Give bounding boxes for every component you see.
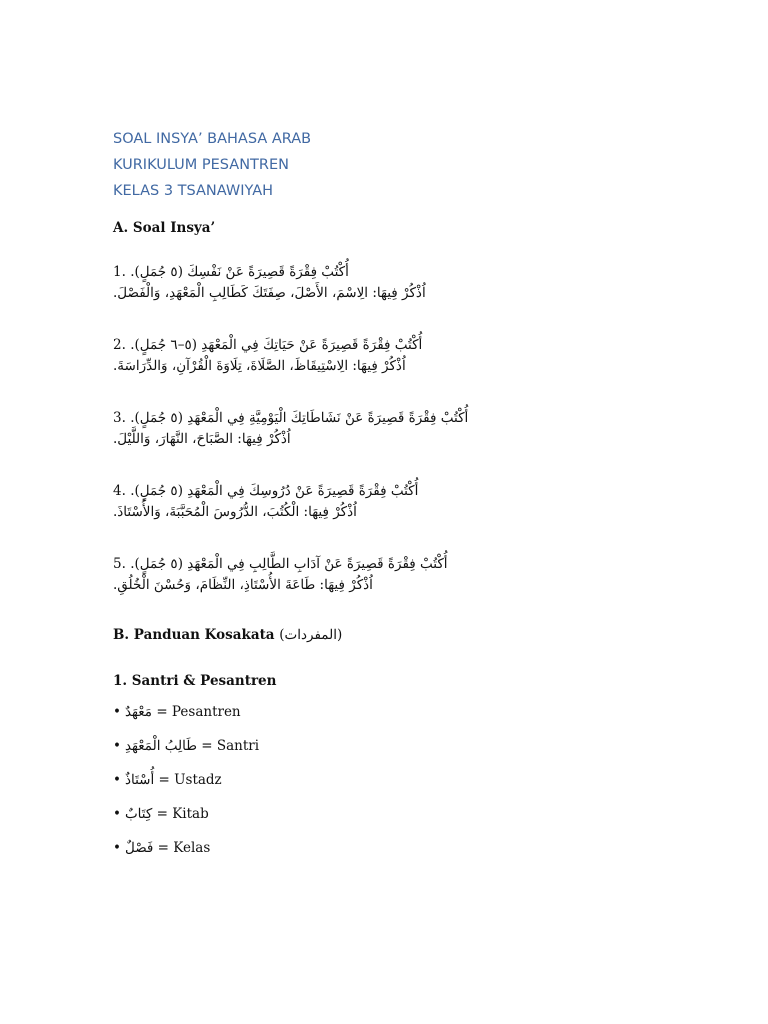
question-line-1: [113, 408, 713, 429]
question-item-2: [113, 335, 713, 377]
vocab-meaning: = Kitab: [156, 806, 209, 822]
bullet: •: [113, 738, 121, 754]
question-prompt-arabic: أُكْتُبْ فِقْرَةً قَصِيرَةً عَنْ حَيَاتِكَ فِي الْمَعْهَدِ (٥–٦ جُمَلٍ).: [130, 337, 423, 353]
vocab-item-ustadz: [113, 769, 713, 803]
bullet: •: [113, 840, 121, 856]
vocab-arabic: مَعْهَدٌ: [124, 704, 153, 720]
vocab-meaning: = Pesantren: [156, 704, 241, 720]
question-number: 2.: [113, 337, 126, 353]
heading-class: KELAS 3 TSANAWIYAH: [113, 183, 274, 199]
vocab-meaning: = Ustadz: [158, 772, 222, 788]
question-number: 3.: [113, 410, 126, 426]
question-line-2: اُذْكُرْ فِيهَا: الِاسْتِيقَاظَ، الصَّلَاةَ، تِلَاوَةَ الْقُرْآنِ، وَالدِّرَاسَةَ.: [113, 358, 406, 374]
vocab-item-kitab: [113, 803, 713, 837]
question-item-3: [113, 408, 713, 450]
question-line-2: اُذْكُرْ فِيهَا: الصَّبَاحَ، النَّهَارَ، وَاللَّيْلَ.: [113, 431, 291, 447]
bullet: •: [113, 704, 121, 720]
vocab-arabic: أُسْتَاذٌ: [124, 772, 155, 788]
question-item-5: [113, 554, 713, 596]
vocab-list: [113, 701, 713, 871]
section-a-title: A. Soal Insya’: [113, 220, 216, 236]
question-number: 5.: [113, 556, 126, 572]
question-item-4: [113, 481, 713, 523]
question-prompt-arabic: أُكْتُبْ فِقْرَةً قَصِيرَةً عَنْ نَشَاطَاتِكَ الْيَوْمِيَّةِ فِي الْمَعْهَدِ (٥ جُمَلٍ).: [130, 410, 469, 426]
question-prompt-arabic: أُكْتُبْ فِقْرَةً قَصِيرَةً عَنْ نَفْسِكَ (٥ جُمَلٍ).: [130, 264, 349, 280]
vocab-arabic: طَالِبُ الْمَعْهَدِ: [124, 738, 197, 754]
question-item-1: [113, 262, 713, 304]
bullet: •: [113, 772, 121, 788]
bullet: •: [113, 806, 121, 822]
question-number: 1.: [113, 264, 126, 280]
question-line-2: اُذْكُرْ فِيهَا: طَاعَةَ الأُسْتَاذِ، النِّظَامَ، وَحُسْنَ الْخُلُقِ.: [113, 577, 373, 593]
question-line-1: [113, 335, 713, 356]
question-prompt-arabic: أُكْتُبْ فِقْرَةً قَصِيرَةً عَنْ دُرُوسِكَ فِي الْمَعْهَدِ (٥ جُمَلٍ).: [130, 483, 419, 499]
vocab-meaning: = Santri: [201, 738, 260, 754]
question-line-1: [113, 481, 713, 502]
vocab-meaning: = Kelas: [157, 840, 211, 856]
section-b-title: [113, 627, 713, 643]
vocab-arabic: فَصْلٌ: [124, 840, 154, 856]
question-line-1: [113, 262, 713, 283]
question-list: [113, 262, 713, 596]
document-page: [113, 126, 713, 871]
section-b-label: B. Panduan Kosakata: [113, 627, 275, 643]
vocab-item-kelas: [113, 837, 713, 871]
vocab-item-pesantren: [113, 701, 713, 735]
heading-curriculum: KURIKULUM PESANTREN: [113, 157, 289, 173]
question-number: 4.: [113, 483, 126, 499]
heading-title: SOAL INSYA’ BAHASA ARAB: [113, 131, 312, 147]
vocab-arabic: كِتَابٌ: [124, 806, 153, 822]
section-b-arabic-label: (المفردات): [279, 627, 343, 643]
question-line-2: اُذْكُرْ فِيهَا: الِاسْمَ، الأَصْلَ، صِفَتَكَ كَطَالِبِ الْمَعْهَدِ، وَالْفَصْلَ.: [113, 285, 426, 301]
vocab-item-santri: [113, 735, 713, 769]
question-line-1: [113, 554, 713, 575]
document-header: [113, 126, 713, 204]
question-line-2: اُذْكُرْ فِيهَا: الْكُتُبَ، الدُّرُوسَ الْمُحَبَّبَةَ، وَالأُسْتَاذَ.: [113, 504, 357, 520]
question-prompt-arabic: أُكْتُبْ فِقْرَةً قَصِيرَةً عَنْ آدَابِ الطَّالِبِ فِي الْمَعْهَدِ (٥ جُمَلٍ).: [130, 556, 448, 572]
subsection-1-title: 1. Santri & Pesantren: [113, 673, 277, 689]
